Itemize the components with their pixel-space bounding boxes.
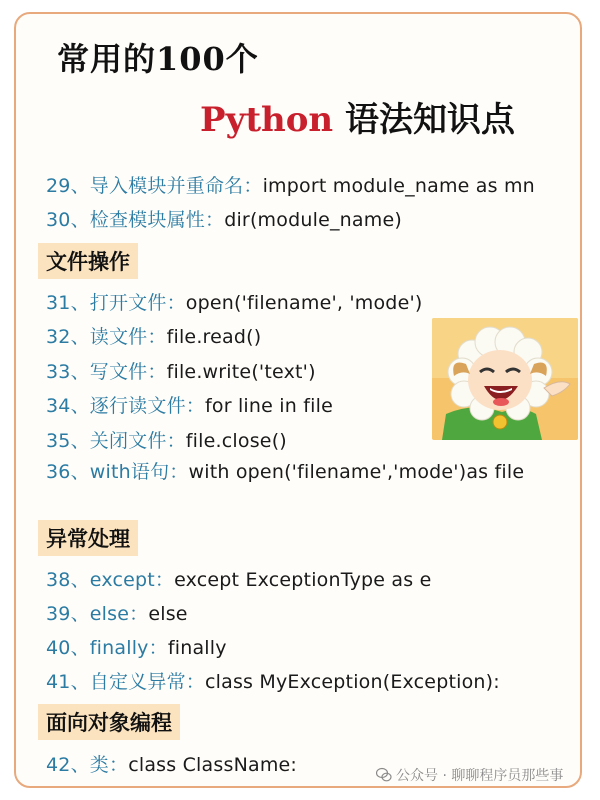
list-item: 38、except：except ExceptionType as e (46, 569, 432, 591)
watermark (376, 765, 563, 787)
section-title: 面向对象编程 (38, 704, 180, 740)
list-item: 33、写文件：file.write('text') (46, 361, 316, 383)
cartoon-sheep-illustration (432, 318, 578, 440)
wechat-icon (376, 767, 392, 787)
section-title: 异常处理 (38, 520, 138, 556)
title-python: Python (200, 100, 334, 140)
list-item: 31、打开文件：open('filename', 'mode') (46, 292, 423, 314)
list-item: 30、检查模块属性：dir(module_name) (46, 209, 402, 231)
list-item: 40、finally：finally (46, 637, 227, 659)
list-item: 36、with语句：with open('filename','mode')as file (46, 461, 525, 483)
list-item: 41、自定义异常：class MyException(Exception): (46, 671, 500, 693)
title-line-2 (200, 92, 515, 141)
title-rest: 语法知识点 (333, 100, 515, 140)
watermark-text: 公众号 · 聊聊程序员那些事 (396, 768, 564, 784)
list-item: 35、关闭文件：file.close() (46, 430, 287, 452)
list-item: 32、读文件：file.read() (46, 326, 262, 348)
section-title: 文件操作 (38, 243, 138, 279)
title-line-1: 常用的100个 (57, 40, 259, 78)
list-item: 39、else：else (46, 603, 188, 625)
list-item: 34、逐行读文件：for line in file (46, 395, 333, 417)
list-item: 29、导入模块并重命名：import module_name as mn (46, 175, 535, 197)
list-item: 42、类：class ClassName: (46, 754, 298, 776)
